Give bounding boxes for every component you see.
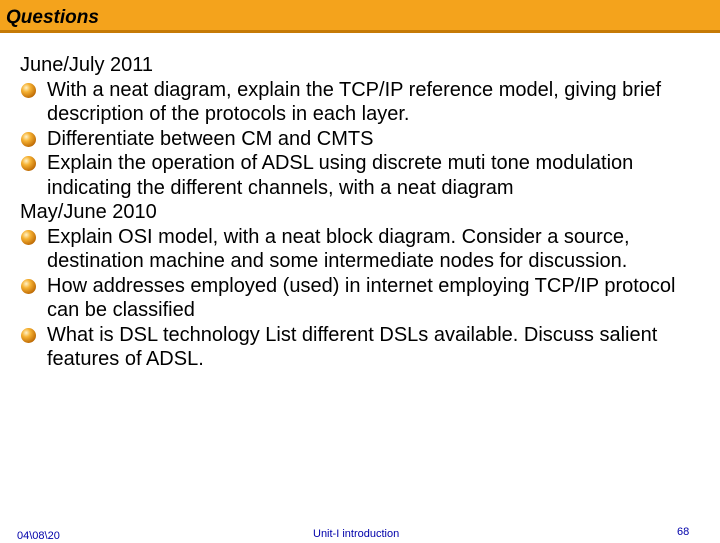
footer-unit-label: Unit-I introduction [313,528,400,540]
orange-sphere-bullet-icon [21,328,36,343]
title-bar [0,0,720,33]
question-item [20,274,710,323]
question-text: Explain OSI model, with a neat block diagram. Consider a source, destination machine and some intermediate nodes for discussion. [47,225,630,272]
slide-content [20,53,710,372]
orange-sphere-bullet-icon [21,156,36,171]
question-text: How addresses employed (used) in internet employing TCP/IP protocol can be classified [47,274,676,321]
question-item [20,78,710,127]
question-item [20,127,710,152]
orange-sphere-bullet-icon [21,230,36,245]
footer-date: 04\08\20 [17,530,60,542]
question-item [20,225,710,274]
footer-page-number: 68 [677,526,690,538]
slide-title: Questions [6,7,99,28]
question-text: Differentiate between CM and CMTS [47,127,374,150]
section-heading-may-june-2010: May/June 2010 [20,201,157,223]
question-list-june-july-2011 [20,78,710,201]
orange-sphere-bullet-icon [21,279,36,294]
orange-sphere-bullet-icon [21,132,36,147]
orange-sphere-bullet-icon [21,83,36,98]
question-text: What is DSL technology List different DSLs available. Discuss salient features of ADSL. [47,323,658,370]
question-text: With a neat diagram, explain the TCP/IP reference model, giving brief description of the protocols in each layer. [47,78,662,125]
question-item [20,323,710,372]
section-heading-june-july-2011: June/July 2011 [20,54,154,76]
question-list-may-june-2010 [20,225,710,372]
question-text: Explain the operation of ADSL using discrete muti tone modulation indicating the different channels, with a neat diagram [47,152,634,199]
question-item [20,151,710,200]
slide-footer [0,526,720,540]
